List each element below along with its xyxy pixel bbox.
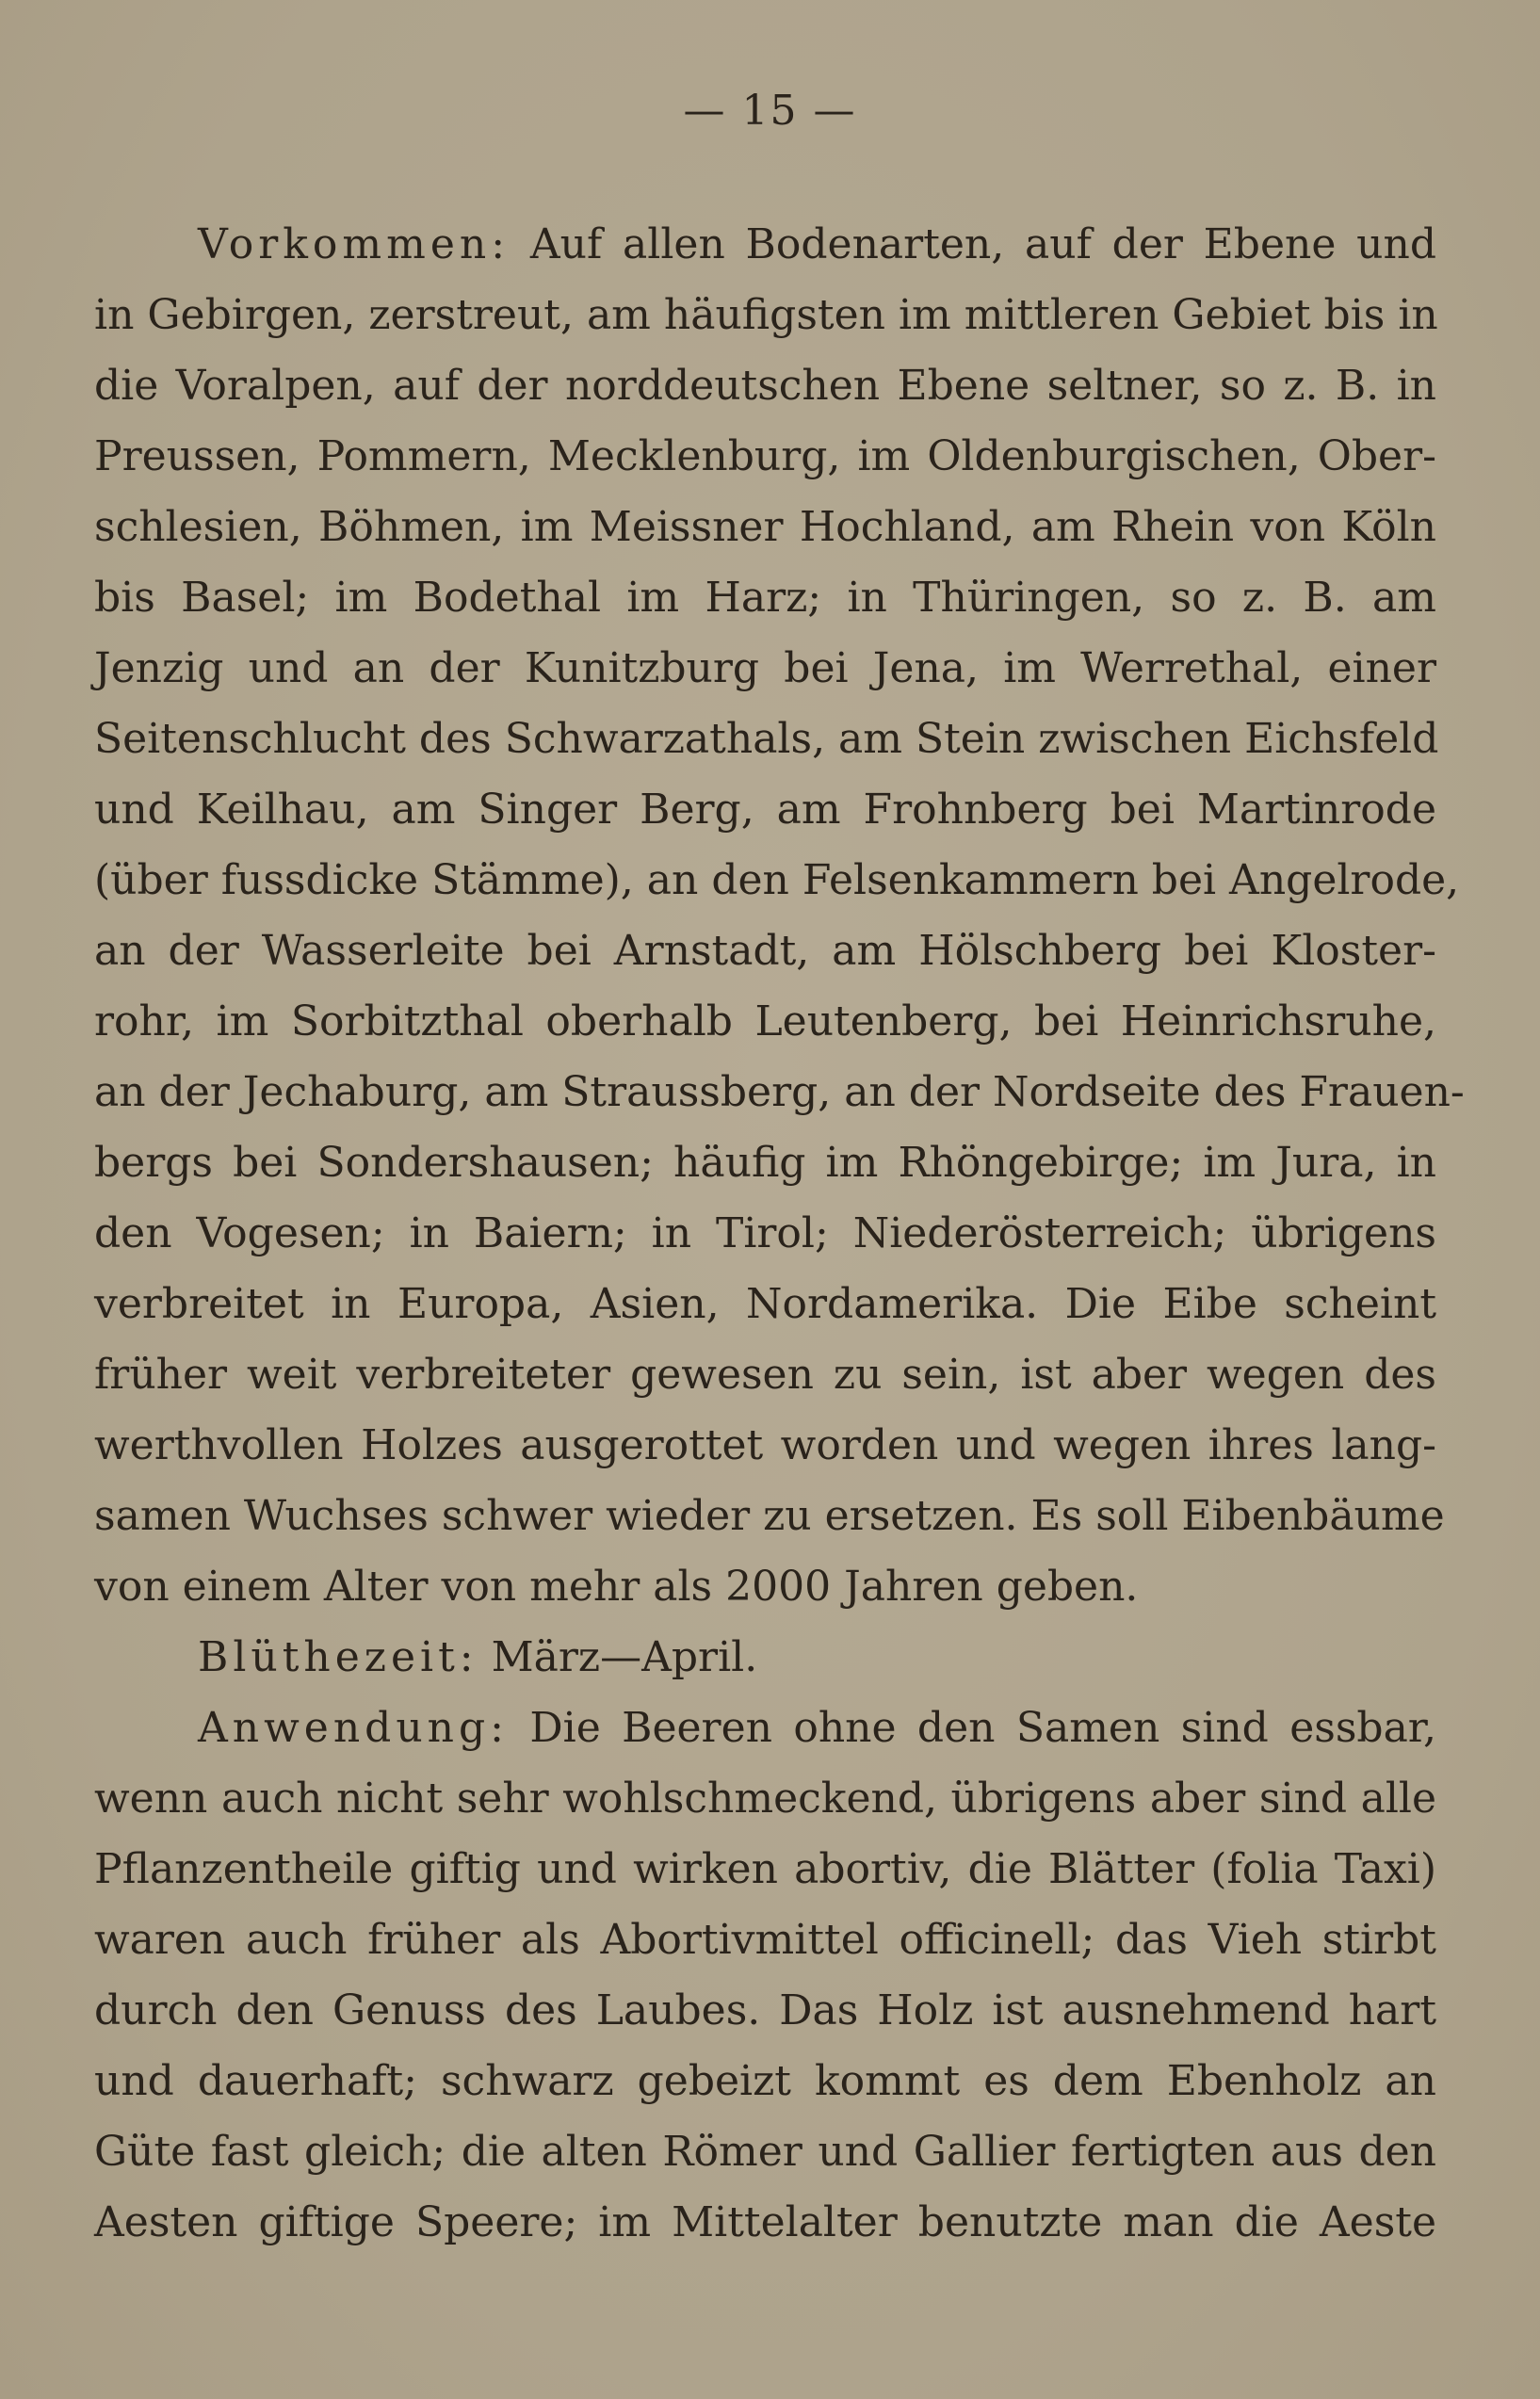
- text-line: bergs bei Sondershausen; häufig im Rhöngebirge; im Jura, in: [94, 1139, 1436, 1187]
- text-line: an der Wasserleite bei Arnstadt, am Hölschberg bei Kloster-: [94, 927, 1436, 975]
- text-line: bis Basel; im Bodethal im Harz; in Thüringen, so z. B. am: [94, 574, 1436, 622]
- text-line: von einem Alter von mehr als 2000 Jahren geben.: [94, 1563, 1139, 1611]
- text-line: Güte fast gleich; die alten Römer und Gallier fertigten aus den: [94, 2128, 1436, 2176]
- page-number: — 15 —: [683, 87, 857, 135]
- text-line: Seitenschlucht des Schwarzathals, am Stein zwischen Eichsfeld: [94, 715, 1439, 763]
- text-line: Vorkommen: Auf allen Bodenarten, auf der Ebene und: [198, 220, 1436, 268]
- text-line: Preussen, Pommern, Mecklenburg, im Oldenburgischen, Ober-: [94, 432, 1436, 480]
- text-line: und Keilhau, am Singer Berg, am Frohnberg bei Martinrode: [94, 786, 1436, 834]
- section-label: Blüthezeit:: [198, 1633, 478, 1681]
- text-line: Jenzig und an der Kunitzburg bei Jena, im Werrethal, einer: [94, 644, 1436, 692]
- text-line: Aesten giftige Speere; im Mittelalter benutzte man die Aeste: [94, 2198, 1436, 2246]
- section-label: Vorkommen:: [198, 220, 511, 268]
- text-line: waren auch früher als Abortivmittel officinell; das Vieh stirbt: [94, 1916, 1436, 1964]
- text-line: rohr, im Sorbitzthal oberhalb Leutenberg, bei Heinrichsruhe,: [94, 997, 1436, 1046]
- text-line: früher weit verbreiteter gewesen zu sein, ist aber wegen des: [94, 1351, 1436, 1399]
- text-line: Anwendung: Die Beeren ohne den Samen sind essbar,: [198, 1704, 1436, 1752]
- text-line: an der Jechaburg, am Straussberg, an der Nordseite des Frauen-: [94, 1068, 1465, 1116]
- text-line: und dauerhaft; schwarz gebeizt kommt es dem Ebenholz an: [94, 2057, 1436, 2105]
- text-line: die Voralpen, auf der norddeutschen Ebene seltner, so z. B. in: [94, 362, 1436, 410]
- text-line: werthvollen Holzes ausgerottet worden und wegen ihres lang-: [94, 1421, 1436, 1469]
- text-line: den Vogesen; in Baiern; in Tirol; Niederösterreich; übrigens: [94, 1209, 1436, 1257]
- body-text: [94, 209, 1465, 2258]
- section-label: Anwendung:: [198, 1704, 509, 1752]
- text-line: in Gebirgen, zerstreut, am häufigsten im mittleren Gebiet bis in: [94, 291, 1438, 339]
- text-line: schlesien, Böhmen, im Meissner Hochland, am Rhein von Köln: [94, 503, 1436, 551]
- text-line: samen Wuchses schwer wieder zu ersetzen. Es soll Eibenbäume: [94, 1492, 1445, 1540]
- text-line: durch den Genuss des Laubes. Das Holz ist ausnehmend hart: [94, 1986, 1436, 2034]
- text-line: Blüthezeit: März—April.: [198, 1633, 758, 1681]
- text-line: verbreitet in Europa, Asien, Nordamerika. Die Eibe scheint: [94, 1280, 1436, 1328]
- text-line: (über fussdicke Stämme), an den Felsenkammern bei Angelrode,: [94, 856, 1460, 904]
- text-line: Pflanzentheile giftig und wirken abortiv, die Blätter (folia Taxi): [94, 1845, 1436, 1893]
- text-line: wenn auch nicht sehr wohlschmeckend, übrigens aber sind alle: [94, 1775, 1436, 1823]
